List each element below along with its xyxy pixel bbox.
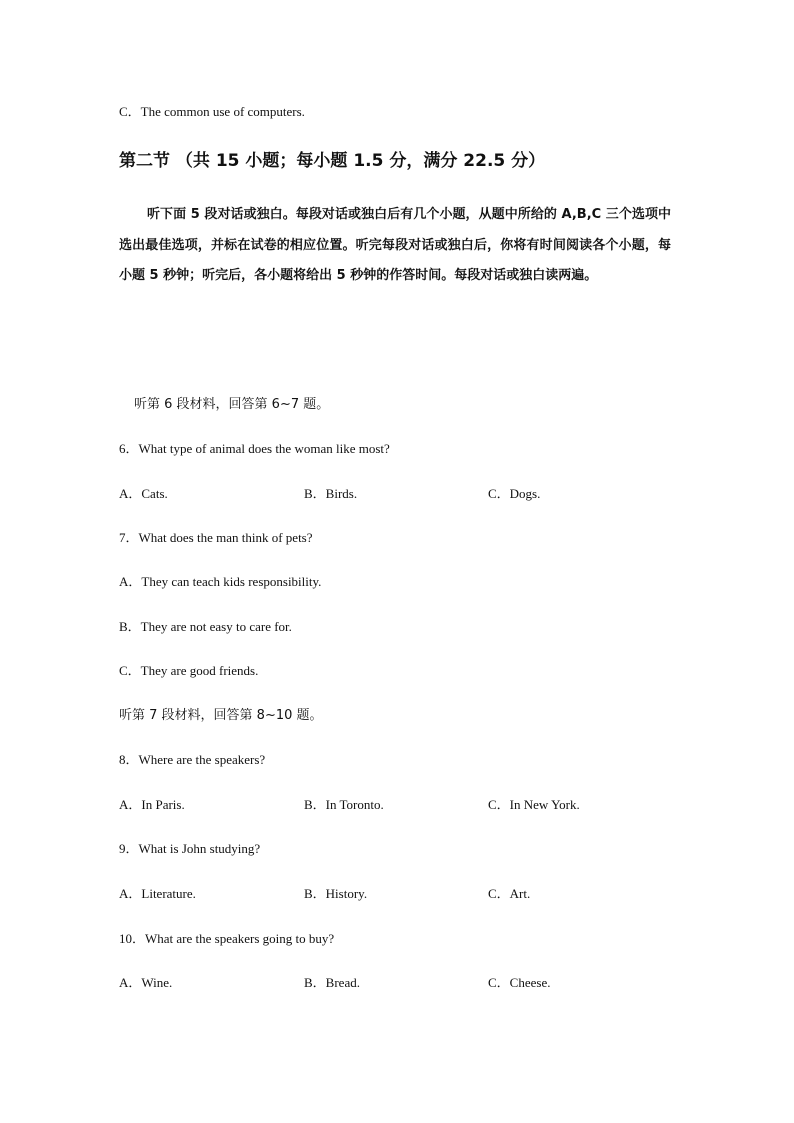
q7-option-b: B．They are not easy to care for. [119,619,292,634]
q6-option-a: A．Cats. [119,486,168,501]
q9-option-a: A．Literature. [119,886,196,901]
question-stem-6: 6．What type of animal does the woman like most? [119,441,390,456]
question-stem-10: 10．What are the speakers going to buy? [119,931,335,946]
q6-option-c: C．Dogs. [488,486,541,501]
q9-option-c: C．Art. [488,886,531,901]
q10-option-c: C．Cheese. [488,975,551,990]
section-heading: 第二节 （共 15 小题；每小题 1.5 分，满分 22.5 分） [119,151,546,171]
q8-option-a: A．In Paris. [119,797,185,812]
question-stem-7: 7．What does the man think of pets? [119,530,313,545]
group-intro-6: 听第 6 段材料，回答第 6~7 题。 [134,397,330,412]
q7-option-c: C．They are good friends. [119,663,259,678]
question-stem-8: 8．Where are the speakers? [119,752,266,767]
q8-option-c: C．In New York. [488,797,580,812]
q6-option-b: B．Birds. [304,486,358,501]
q8-option-b: B．In Toronto. [304,797,384,812]
group-intro-7: 听第 7 段材料，回答第 8~10 题。 [119,708,323,723]
previous-option-c: C．The common use of computers. [119,104,305,119]
q7-option-a: A．They can teach kids responsibility. [119,574,322,589]
section-instructions: 听下面 5 段对话或独白。每段对话或独白后有几个小题，从题中所给的 A,B,C 三个选项中选出最佳选项，并标在试卷的相应位置。听完每段对话或独白后，你将有时间阅读各个小题，每小题 5 秒钟；听完后，各小题将给出 5 秒钟的作答时间。每段对话或独白读两遍。 [119,207,671,284]
q10-option-a: A．Wine. [119,975,173,990]
q10-option-b: B．Bread. [304,975,360,990]
q9-option-b: B．History. [304,886,368,901]
question-stem-9: 9．What is John studying? [119,841,261,856]
